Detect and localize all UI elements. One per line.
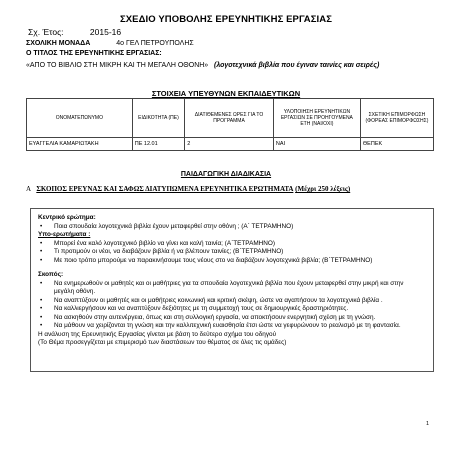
teachers-section-heading: ΣΤΟΙΧΕΙΑ ΥΠΕΥΘΥΝΩΝ ΕΚΠΑΙΔΕΥΤΙΚΩΝ xyxy=(151,89,301,98)
sub-questions-list xyxy=(38,240,424,266)
school-year-label: Σχ. Έτος: xyxy=(28,27,64,37)
list-item: • Να μάθουν να χειρίζονται τη γνώση και την καλλιτεχνική ευαισθησία έτσι ώστε να γεφυρώνουν το ρεαλισμό με τη φαντασία. xyxy=(38,322,424,331)
table-cell: ΕΥΑΓΓΕΛΙΑ ΚΑΜΑΡΙΩΤΑΚΗ xyxy=(27,138,133,151)
column-header: ΥΛΟΠΟΙΗΣΗ ΕΡΕΥΝΗΤΙΚΩΝ ΕΡΓΑΣΙΩΝ ΣΕ ΠΡΟΗΓΟΥΜΕΝΑ ΕΤΗ (ΝΑΙ/ΟΧΙ) xyxy=(273,99,360,138)
aims-list xyxy=(38,280,424,331)
project-title-note: (λογοτεχνικά βιβλία που έγιναν ταινίες και σειρές) xyxy=(214,62,380,69)
teachers-table xyxy=(26,98,434,151)
table-header-row xyxy=(27,99,434,138)
page-number: 1 xyxy=(426,421,430,427)
column-header: ΕΙΔΙΚΟΤΗΤΑ (ΠΕ) xyxy=(132,99,184,138)
list-item: • Να αναπτύξουν οι μαθητές και οι μαθήτριες κοινωνική και κριτική σκέψη, ώστε να αγαπήσουν τα λογοτεχνικά βιβλία . xyxy=(38,297,424,306)
table-cell: ΠΕ 12.01 xyxy=(132,138,184,151)
project-title-label: Ο ΤΙΤΛΟΣ ΤΗΣ ΕΡΕΥΝΗΤΙΚΗΣ ΕΡΓΑΣΙΑΣ: xyxy=(26,50,162,57)
list-item: • Μπορεί ένα καλό λογοτεχνικό βιβλίο να γίνει και καλή ταινία; (Α΄ΤΕΤΡΑΜΗΝΟ) xyxy=(38,240,424,249)
table-cell: ΝΑΙ xyxy=(273,138,360,151)
list-item: • Ποια σπουδαία λογοτεχνικά βιβλία έχουν μεταφερθεί στην οθόνη ; (Α΄ ΤΕΤΡΑΜΗΝΟ) xyxy=(38,223,424,232)
list-item: • Να ασκηθούν στην αυτενέργεια, όπως και στη συλλογική εργασία, να αποκτήσουν ενεργητική σχέση με τη γνώση. xyxy=(38,314,424,323)
table-row xyxy=(27,138,434,151)
list-item: • Τι προτιμούν οι νέοι, να διαβάζουν βιβλία ή να βλέπουν ταινίες; (Β΄ΤΕΤΡΑΜΗΝΟ) xyxy=(38,248,424,257)
subsection-word-limit: (Μέχρι 250 λέξεις) xyxy=(295,185,351,193)
school-year-line xyxy=(28,27,121,37)
column-header: ΔΙΑΤΙΘΕΜΕΝΕΣ ΩΡΕΣ ΓΙΑ ΤΟ ΠΡΟΓΡΑΜΜΑ xyxy=(185,99,274,138)
research-questions-content xyxy=(38,214,424,348)
document-title: ΣΧΕΔΙΟ ΥΠΟΒΟΛΗΣ ΕΡΕΥΝΗΤΙΚΗΣ ΕΡΓΑΣΙΑΣ xyxy=(119,14,333,25)
school-year-value: 2015-16 xyxy=(89,27,122,37)
pedagogy-section-heading: ΠΑΙΔΑΓΩΓΙΚΗ ΔΙΑΔΙΚΑΣΙΑ xyxy=(180,171,272,178)
school-unit-value: 4ο ΓΕΛ ΠΕΤΡΟΥΠΟΛΗΣ xyxy=(116,40,194,47)
analysis-note-line: Η ανάλυση της Ερευνητικής Εργασίας γίνεται με βάση το δεύτερο σχήμα του οδηγού xyxy=(38,330,277,338)
analysis-note-line: (Το Θέμα προσεγγίζεται με επιμερισμό των διαστάσεων του θέματος σε όλες τις ομάδες) xyxy=(38,339,287,346)
list-item: • Με ποιο τρόπο μπορούμε να παρακινήσουμε τους νέους στο να διαβάζουν λογοτεχνικά βιβλία; (Β΄ΤΕΤΡΑΜΗΝΟ) xyxy=(38,257,424,266)
aim-label: Σκοπός: xyxy=(38,271,64,278)
table-cell: ΘΕΠΕΚ xyxy=(360,138,433,151)
list-item: • Να ενημερωθούν οι μαθητές και οι μαθήτριες για τα σπουδαία λογοτεχνικά βιβλία που έχουν μεταφερθεί στην μικρή και στην μεγάλη οθόνη. xyxy=(38,280,424,297)
central-question-list xyxy=(38,223,424,232)
project-title-line xyxy=(26,60,436,72)
central-question-label: Κεντρικό ερώτημα: xyxy=(38,214,96,221)
column-header: ΣΧΕΤΙΚΗ ΕΠΙΜΟΡΦΩΣΗ (ΦΟΡΕΑΣ ΕΠΙΜΟΡΦΩΣΗΣ) xyxy=(360,99,433,138)
subsection-a-heading xyxy=(26,184,436,195)
table-cell: 2 xyxy=(185,138,274,151)
sub-questions-label: Υπο-ερωτήματα : xyxy=(38,231,91,238)
subsection-letter: Α xyxy=(26,185,32,193)
project-title-value: «ΑΠΟ ΤΟ ΒΙΒΛΙΟ ΣΤΗ ΜΙΚΡΗ ΚΑΙ ΤΗ ΜΕΓΑΛΗ ΟΘΟΝΗ» xyxy=(26,62,209,69)
list-item: • Να καλλιεργήσουν και να αναπτύξουν δεξιότητες με τη συμμετοχή τους σε δημιουργικές δραστηριότητες. xyxy=(38,305,424,314)
school-unit-label: ΣΧΟΛΙΚΗ ΜΟΝΑΔΑ xyxy=(26,40,91,47)
subsection-title: ΣΚΟΠΟΣ ΕΡΕΥΝΑΣ ΚΑΙ ΣΑΦΩΣ ΔΙΑΤΥΠΩΜΕΝΑ ΕΡΕΥΝΗΤΙΚΑ ΕΡΩΤΗΜΑΤΑ xyxy=(36,185,294,193)
school-unit-line xyxy=(26,40,194,47)
column-header: ΟΝΟΜΑΤΕΠΩΝΥΜΟ xyxy=(27,99,133,138)
